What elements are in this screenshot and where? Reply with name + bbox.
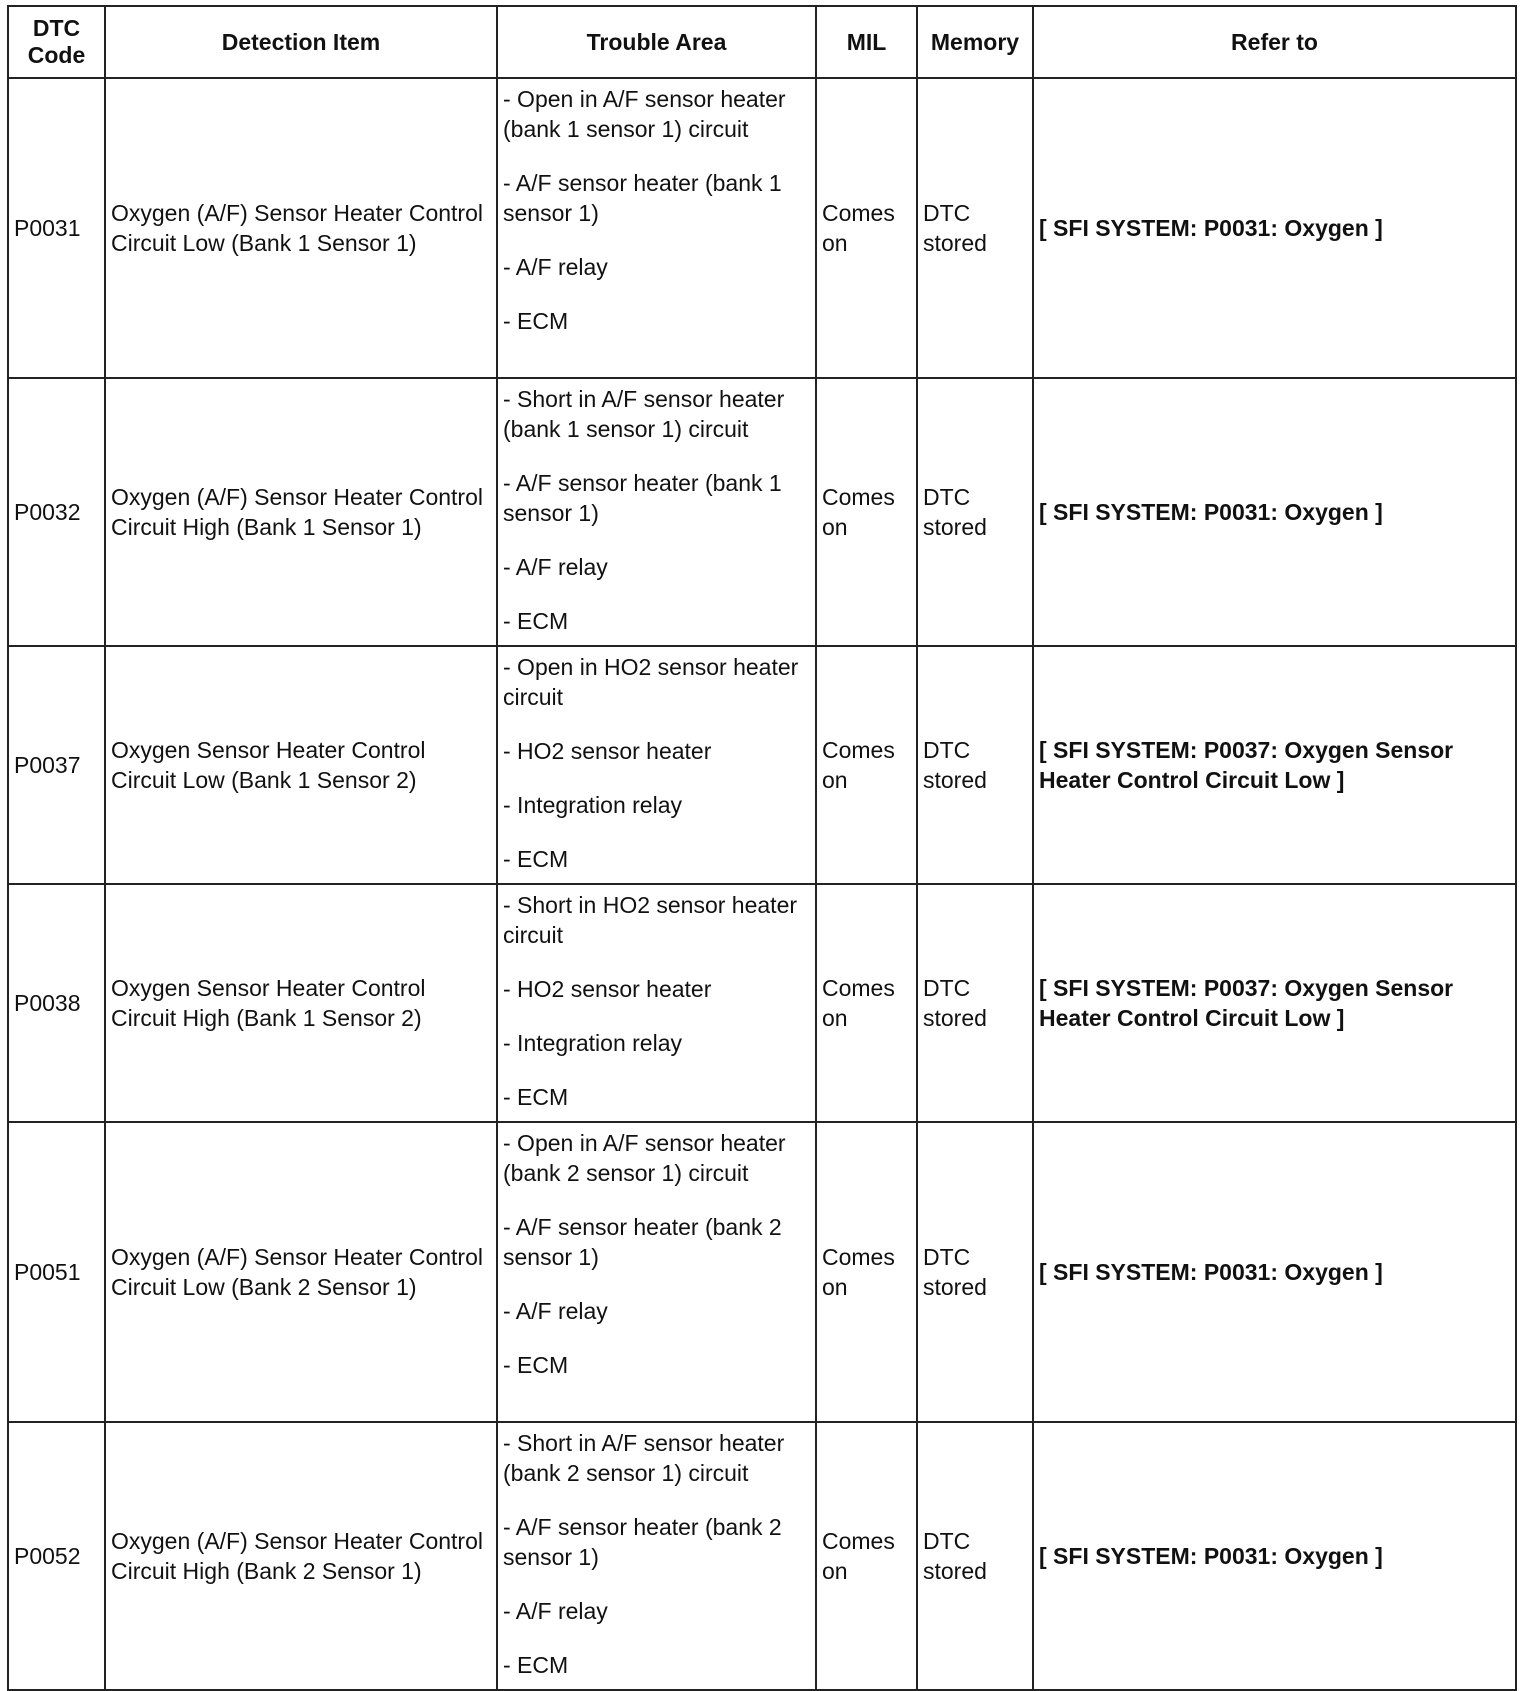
trouble-area-item: - Open in A/F sensor heater (bank 2 sensor 1) circuit — [503, 1130, 786, 1186]
trouble-area-item: - A/F sensor heater (bank 1 sensor 1) — [503, 470, 782, 526]
trouble-area-item: - HO2 sensor heater — [503, 738, 712, 764]
trouble-area-item: - A/F relay — [503, 1598, 608, 1624]
header-refer-to: Refer to — [1033, 6, 1516, 78]
trouble-area-cell — [497, 884, 816, 1122]
table-row — [8, 1422, 1516, 1690]
trouble-area-item: - Integration relay — [503, 1030, 682, 1056]
header-trouble-area: Trouble Area — [497, 6, 816, 78]
trouble-area-item: - Short in A/F sensor heater (bank 2 sensor 1) circuit — [503, 1430, 785, 1486]
memory-cell: DTC stored — [917, 378, 1033, 646]
memory-cell: DTC stored — [917, 1422, 1033, 1690]
dtc-code-cell: P0038 — [8, 884, 105, 1122]
trouble-area-cell — [497, 78, 816, 378]
trouble-area-item: - A/F sensor heater (bank 2 sensor 1) — [503, 1214, 782, 1270]
refer-to-link[interactable]: [ SFI SYSTEM: P0031: Oxygen ] — [1033, 1122, 1516, 1422]
header-mil: MIL — [816, 6, 917, 78]
dtc-code-cell: P0031 — [8, 78, 105, 378]
trouble-area-cell — [497, 1122, 816, 1422]
trouble-area-cell — [497, 378, 816, 646]
trouble-area-cell — [497, 1422, 816, 1690]
memory-cell: DTC stored — [917, 78, 1033, 378]
detection-item-cell: Oxygen Sensor Heater Control Circuit Low (Bank 1 Sensor 2) — [105, 646, 497, 884]
table-row — [8, 78, 1516, 378]
detection-item-cell: Oxygen (A/F) Sensor Heater Control Circuit Low (Bank 1 Sensor 1) — [105, 78, 497, 378]
trouble-area-item: - Short in A/F sensor heater (bank 1 sensor 1) circuit — [503, 386, 785, 442]
memory-cell: DTC stored — [917, 1122, 1033, 1422]
table-header — [8, 6, 1516, 78]
memory-cell: DTC stored — [917, 884, 1033, 1122]
header-dtc-code-line2: Code — [27, 42, 86, 68]
mil-cell: Comes on — [816, 1422, 917, 1690]
table-body — [8, 78, 1516, 1690]
header-dtc-code — [8, 6, 105, 78]
mil-cell: Comes on — [816, 1122, 917, 1422]
detection-item-cell: Oxygen (A/F) Sensor Heater Control Circuit High (Bank 1 Sensor 1) — [105, 378, 497, 646]
trouble-area-item: - HO2 sensor heater — [503, 976, 712, 1002]
trouble-area-cell — [497, 646, 816, 884]
refer-to-link[interactable]: [ SFI SYSTEM: P0037: Oxygen Sensor Heater Control Circuit Low ] — [1033, 646, 1516, 884]
refer-to-link[interactable]: [ SFI SYSTEM: P0031: Oxygen ] — [1033, 378, 1516, 646]
dtc-code-cell: P0037 — [8, 646, 105, 884]
mil-cell: Comes on — [816, 378, 917, 646]
memory-cell: DTC stored — [917, 646, 1033, 884]
trouble-area-item: - Open in HO2 sensor heater circuit — [503, 654, 799, 710]
mil-cell: Comes on — [816, 884, 917, 1122]
trouble-area-item: - ECM — [503, 1652, 569, 1678]
trouble-area-item: - ECM — [503, 608, 569, 634]
trouble-area-item: - A/F relay — [503, 554, 608, 580]
refer-to-link[interactable]: [ SFI SYSTEM: P0031: Oxygen ] — [1033, 1422, 1516, 1690]
refer-to-link[interactable]: [ SFI SYSTEM: P0031: Oxygen ] — [1033, 78, 1516, 378]
table-row — [8, 1122, 1516, 1422]
trouble-area-item: - ECM — [503, 308, 569, 334]
table-row — [8, 646, 1516, 884]
mil-cell: Comes on — [816, 646, 917, 884]
header-dtc-code-line1: DTC — [32, 15, 81, 41]
detection-item-cell: Oxygen Sensor Heater Control Circuit High (Bank 1 Sensor 2) — [105, 884, 497, 1122]
trouble-area-item: - A/F sensor heater (bank 2 sensor 1) — [503, 1514, 782, 1570]
trouble-area-item: - Short in HO2 sensor heater circuit — [503, 892, 798, 948]
trouble-area-item: - Integration relay — [503, 792, 682, 818]
detection-item-cell: Oxygen (A/F) Sensor Heater Control Circuit Low (Bank 2 Sensor 1) — [105, 1122, 497, 1422]
trouble-area-item: - Open in A/F sensor heater (bank 1 sensor 1) circuit — [503, 86, 786, 142]
dtc-code-cell: P0052 — [8, 1422, 105, 1690]
header-memory: Memory — [917, 6, 1033, 78]
trouble-area-item: - A/F relay — [503, 254, 608, 280]
trouble-area-item: - A/F relay — [503, 1298, 608, 1324]
header-row — [8, 6, 1516, 78]
trouble-area-item: - ECM — [503, 1352, 569, 1378]
dtc-code-cell: P0051 — [8, 1122, 105, 1422]
detection-item-cell: Oxygen (A/F) Sensor Heater Control Circuit High (Bank 2 Sensor 1) — [105, 1422, 497, 1690]
dtc-table — [7, 5, 1517, 1691]
refer-to-link[interactable]: [ SFI SYSTEM: P0037: Oxygen Sensor Heater Control Circuit Low ] — [1033, 884, 1516, 1122]
dtc-code-cell: P0032 — [8, 378, 105, 646]
trouble-area-item: - A/F sensor heater (bank 1 sensor 1) — [503, 170, 782, 226]
table-row — [8, 378, 1516, 646]
header-detection-item: Detection Item — [105, 6, 497, 78]
trouble-area-item: - ECM — [503, 846, 569, 872]
table-row — [8, 884, 1516, 1122]
trouble-area-item: - ECM — [503, 1084, 569, 1110]
mil-cell: Comes on — [816, 78, 917, 378]
